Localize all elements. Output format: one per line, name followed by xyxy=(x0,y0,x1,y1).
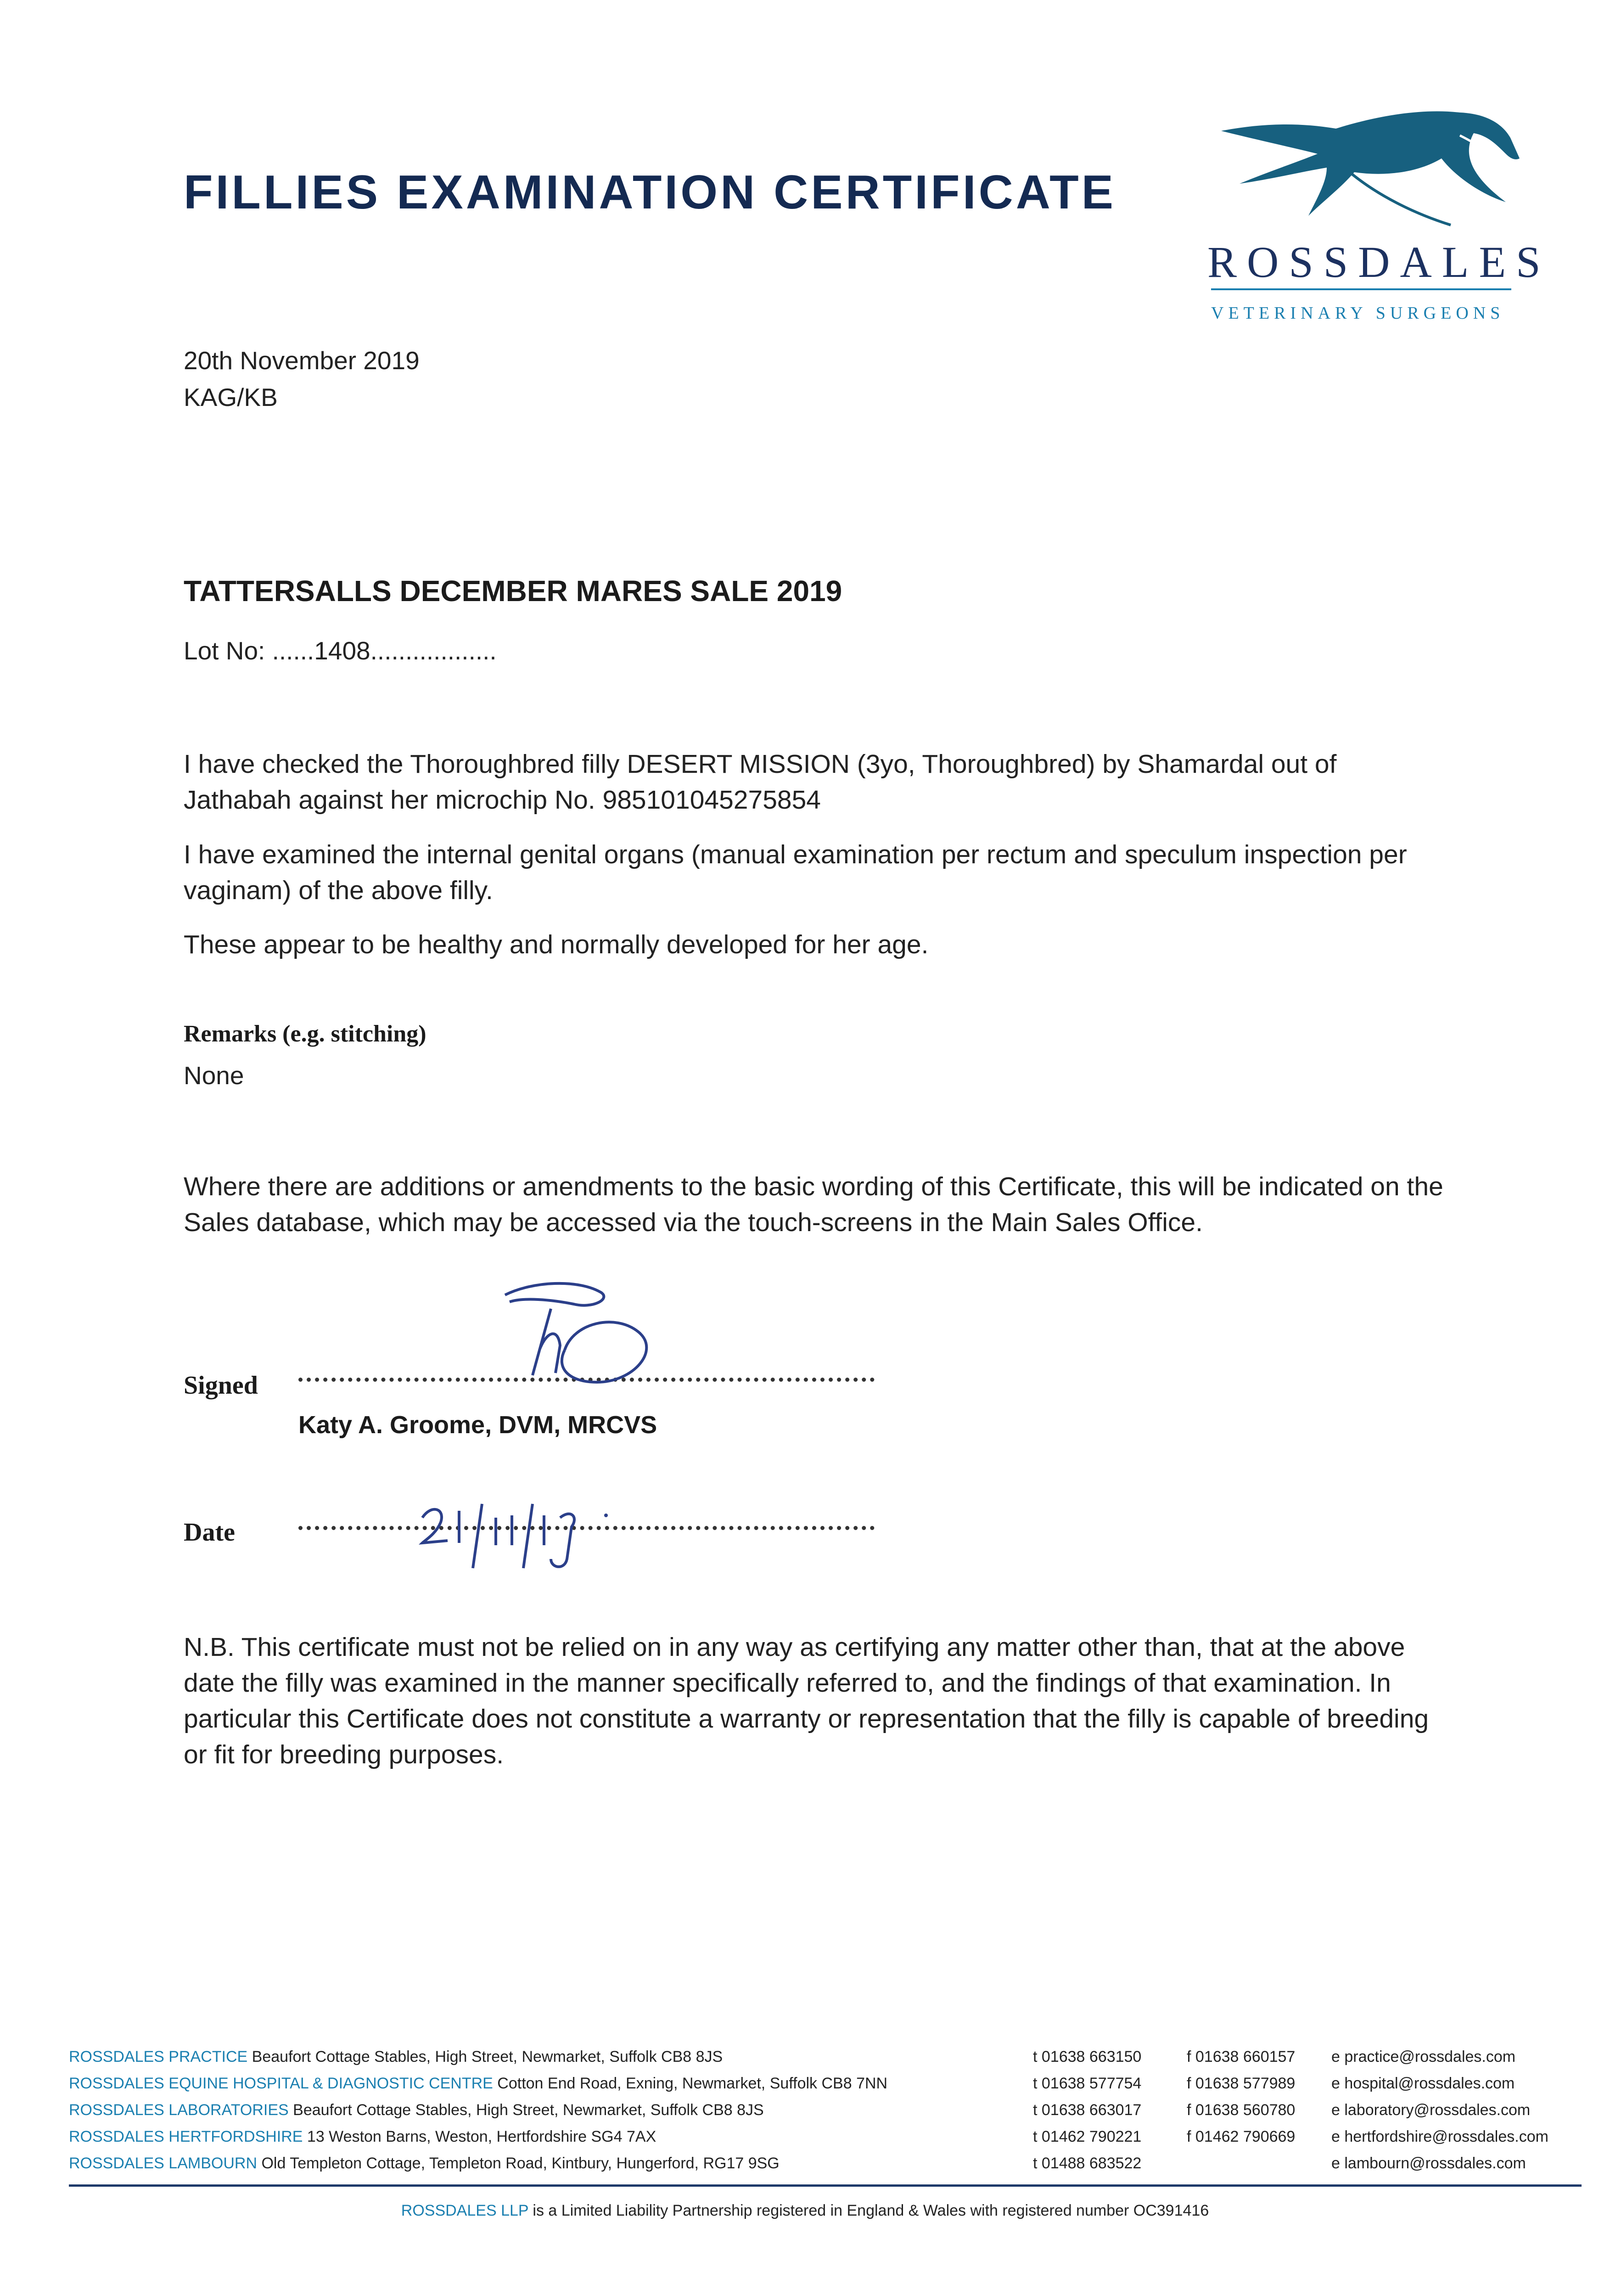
footer-tel: t 01638 663150 xyxy=(1033,2048,1142,2065)
footer-fax: f 01638 560780 xyxy=(1187,2101,1296,2119)
sale-title: TATTERSALLS DECEMBER MARES SALE 2019 xyxy=(184,574,842,608)
footer-row xyxy=(69,2128,1584,2155)
footer-divider xyxy=(69,2184,1582,2187)
letter-date: 20th November 2019 xyxy=(184,346,420,375)
certificate-title: FILLIES EXAMINATION CERTIFICATE xyxy=(184,166,1116,219)
footer-fax: f 01462 790669 xyxy=(1187,2128,1296,2145)
footer-row xyxy=(69,2155,1584,2181)
amendments-paragraph: Where there are additions or amendments to the basic wording of this Certificate, this will be indicated on the Sales database, which may be accessed via the touch-screens in the Main Sales Office. xyxy=(184,1172,1443,1237)
microchip-paragraph: I have checked the Thoroughbred filly DESERT MISSION (3yo, Thoroughbred) by Shamardal out of Jathabah against her microchip No. 985101045275854 xyxy=(184,749,1337,815)
footer-org: ROSSDALES EQUINE HOSPITAL & DIAGNOSTIC CENTRE xyxy=(69,2075,493,2092)
footer-contacts xyxy=(69,2048,1584,2181)
legal-org: ROSSDALES LLP xyxy=(401,2202,528,2219)
footer-email: e practice@rossdales.com xyxy=(1331,2048,1516,2065)
footer-tel: t 01462 790221 xyxy=(1033,2128,1142,2145)
date-label: Date xyxy=(184,1518,235,1547)
signer-name: Katy A. Groome, DVM, MRCVS xyxy=(298,1411,657,1439)
footer-email: e hertfordshire@rossdales.com xyxy=(1331,2128,1548,2145)
letter-meta xyxy=(184,342,420,416)
examination-paragraph: I have examined the internal genital organs (manual examination per rectum and speculum inspection per vaginam) of the above filly. xyxy=(184,840,1407,905)
footer-tel: t 01638 663017 xyxy=(1033,2101,1142,2119)
letter-reference: KAG/KB xyxy=(184,383,278,411)
footer-email: e laboratory@rossdales.com xyxy=(1331,2101,1531,2119)
footer-address: Cotton End Road, Exning, Newmarket, Suffolk CB8 7NN xyxy=(497,2075,888,2092)
footer-fax: f 01638 577989 xyxy=(1187,2075,1296,2092)
findings-paragraph: These appear to be healthy and normally developed for her age. xyxy=(184,930,929,959)
handwritten-date xyxy=(413,1490,629,1582)
remarks-value: None xyxy=(184,1061,244,1090)
brand-tagline: VETERINARY SURGEONS xyxy=(1211,304,1505,323)
brand-name: ROSSDALES xyxy=(1207,237,1551,287)
handwritten-signature xyxy=(496,1277,679,1414)
footer-address: Old Templeton Cottage, Templeton Road, Kintbury, Hungerford, RG17 9SG xyxy=(261,2155,780,2172)
footer-address: 13 Weston Barns, Weston, Hertfordshire SG4 7AX xyxy=(307,2128,656,2145)
footer-org: ROSSDALES HERTFORDSHIRE xyxy=(69,2128,303,2145)
footer-org: ROSSDALES PRACTICE xyxy=(69,2048,248,2065)
footer-email: e hospital@rossdales.com xyxy=(1331,2075,1515,2092)
footer-email: e lambourn@rossdales.com xyxy=(1331,2155,1526,2172)
footer-address: Beaufort Cottage Stables, High Street, Newmarket, Suffolk CB8 8JS xyxy=(293,2101,764,2119)
signed-label: Signed xyxy=(184,1371,258,1400)
footer-org: ROSSDALES LAMBOURN xyxy=(69,2155,257,2172)
horse-logo-icon xyxy=(1203,103,1524,236)
brand-divider xyxy=(1211,288,1511,290)
footer-row xyxy=(69,2075,1584,2101)
footer-tel: t 01638 577754 xyxy=(1033,2075,1142,2092)
footer-row xyxy=(69,2101,1584,2128)
footer-row xyxy=(69,2048,1584,2075)
footer-tel: t 01488 683522 xyxy=(1033,2155,1142,2172)
disclaimer-paragraph: N.B. This certificate must not be relied on in any way as certifying any matter other than, that at the above date the filly was examined in the manner specifically referred to, and the findings of that examination. In particular this Certificate does not constitute a warranty or representation that the filly is capable of breeding or fit for breeding purposes. xyxy=(184,1632,1429,1769)
legal-text: is a Limited Liability Partnership registered in England & Wales with registered number OC391416 xyxy=(533,2202,1209,2219)
legal-notice xyxy=(0,2202,1610,2220)
footer-address: Beaufort Cottage Stables, High Street, Newmarket, Suffolk CB8 8JS xyxy=(252,2048,723,2065)
footer-fax: f 01638 660157 xyxy=(1187,2048,1296,2065)
footer-org: ROSSDALES LABORATORIES xyxy=(69,2101,289,2119)
remarks-label: Remarks (e.g. stitching) xyxy=(184,1021,426,1047)
lot-number: Lot No: ......1408.................. xyxy=(184,636,497,665)
